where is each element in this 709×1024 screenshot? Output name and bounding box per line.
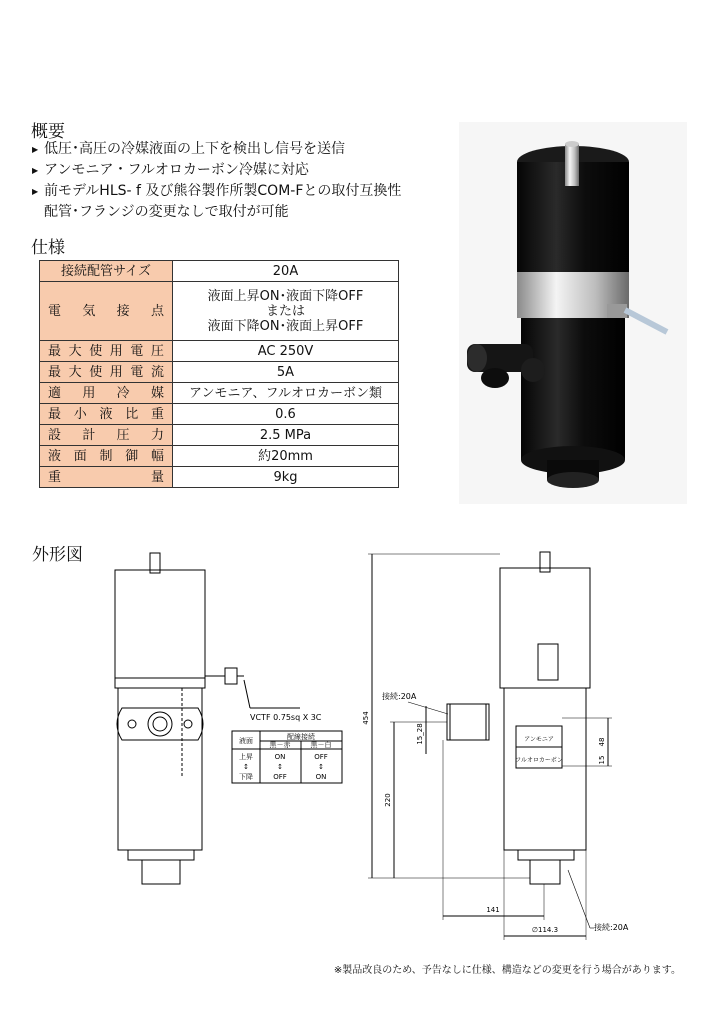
wiring-off: OFF bbox=[314, 753, 328, 761]
spec-value-line: または bbox=[265, 303, 305, 319]
spec-label: 設計圧力 bbox=[40, 425, 173, 446]
technical-drawing bbox=[100, 548, 660, 948]
spec-value bbox=[173, 282, 399, 341]
spec-label: 重量 bbox=[40, 467, 173, 488]
spec-label: 最大使用電圧 bbox=[40, 341, 173, 362]
dim-220: 220 bbox=[384, 793, 392, 807]
bullet-continuation: 配管･フランジの変更なしで取付が可能 bbox=[44, 204, 289, 220]
wiring-header-black-white: 黒－白 bbox=[310, 741, 332, 749]
drawing-heading: 外形図 bbox=[32, 545, 83, 565]
table-row bbox=[40, 282, 399, 341]
wiring-arrow: ↕ bbox=[318, 763, 324, 771]
wiring-arrow: ↕ bbox=[243, 763, 249, 771]
bullet-text: アンモニア・フルオロカーボン冷媒に対応 bbox=[44, 162, 309, 178]
wiring-arrow: ↕ bbox=[277, 763, 283, 771]
bullet-text: 低圧･高圧の冷媒液面の上下を検出し信号を送信 bbox=[44, 141, 345, 157]
table-row bbox=[40, 425, 399, 446]
footnote: ※製品改良のため、予告なしに仕様、構造などの変更を行う場合があります。 bbox=[333, 965, 681, 976]
wiring-fall: 下降 bbox=[239, 773, 253, 781]
table-row bbox=[40, 404, 399, 425]
spec-value: 2.5 MPa bbox=[173, 425, 399, 446]
spec-label: 最小液比重 bbox=[40, 404, 173, 425]
table-row bbox=[40, 383, 399, 404]
triangle-bullet-icon: ▶ bbox=[32, 187, 39, 196]
wiring-rise: 上昇 bbox=[239, 753, 253, 761]
overview-bullets bbox=[32, 139, 401, 223]
bullet-text: 前モデルHLS- f 及び熊谷製作所製COM-Fとの取付互換性 bbox=[44, 183, 402, 199]
spec-label: 液面制御幅 bbox=[40, 446, 173, 467]
spec-table bbox=[39, 260, 399, 488]
spec-value: 20A bbox=[173, 261, 399, 282]
spec-value: 9kg bbox=[173, 467, 399, 488]
dim-15: 15 bbox=[598, 755, 606, 765]
table-row bbox=[40, 446, 399, 467]
dim-48: 48 bbox=[598, 737, 606, 747]
wiring-table bbox=[232, 731, 342, 783]
label-ammonia: アンモニア bbox=[524, 736, 554, 743]
dim-141: 141 bbox=[486, 906, 500, 914]
table-row bbox=[40, 362, 399, 383]
spec-value: 0.6 bbox=[173, 404, 399, 425]
dim-diameter: ∅114.3 bbox=[531, 926, 559, 934]
dim-total: 454 bbox=[362, 711, 370, 725]
spec-value: アンモニア、フルオロカーボン類 bbox=[173, 383, 399, 404]
wiring-header-level: 液面 bbox=[239, 737, 253, 745]
overview-heading: 概要 bbox=[31, 122, 65, 142]
connection-label-top: 接続:20A bbox=[382, 692, 417, 701]
connection-label-bottom: 接続:20A bbox=[594, 923, 629, 932]
bullet-item bbox=[32, 139, 401, 160]
bullet-item bbox=[32, 181, 401, 202]
cable-label: VCTF 0.75sq X 3C bbox=[250, 713, 322, 722]
table-row bbox=[40, 261, 399, 282]
spec-label: 電気接点 bbox=[40, 282, 173, 341]
wiring-off: OFF bbox=[273, 773, 287, 781]
spec-heading: 仕様 bbox=[31, 238, 65, 258]
product-photo bbox=[459, 122, 687, 504]
level-switch-render bbox=[459, 122, 687, 504]
triangle-bullet-icon: ▶ bbox=[32, 166, 39, 175]
spec-value: 約20mm bbox=[173, 446, 399, 467]
triangle-bullet-icon: ▶ bbox=[32, 145, 39, 154]
spec-value-line: 液面上昇ON･液面下降OFF bbox=[207, 288, 364, 304]
spec-value: AC 250V bbox=[173, 341, 399, 362]
wiring-on: ON bbox=[274, 753, 286, 761]
outline-drawing bbox=[100, 548, 660, 948]
table-row bbox=[40, 341, 399, 362]
bullet-item bbox=[32, 160, 401, 181]
spec-label: 適用冷媒 bbox=[40, 383, 173, 404]
spec-label: 接続配管サイズ bbox=[40, 261, 173, 282]
label-fluorocarbon: フルオロカーボン bbox=[515, 757, 563, 764]
wiring-on: ON bbox=[315, 773, 327, 781]
wiring-header-black-red: 黒－赤 bbox=[269, 741, 291, 749]
spec-value-line: 液面下降ON･液面上昇OFF bbox=[207, 318, 364, 334]
table-row bbox=[40, 467, 399, 488]
spec-label: 最大使用電流 bbox=[40, 362, 173, 383]
dim-15-28: 15_28 bbox=[416, 723, 424, 745]
spec-value: 5A bbox=[173, 362, 399, 383]
wiring-header-wiring: 配線接続 bbox=[287, 733, 315, 741]
